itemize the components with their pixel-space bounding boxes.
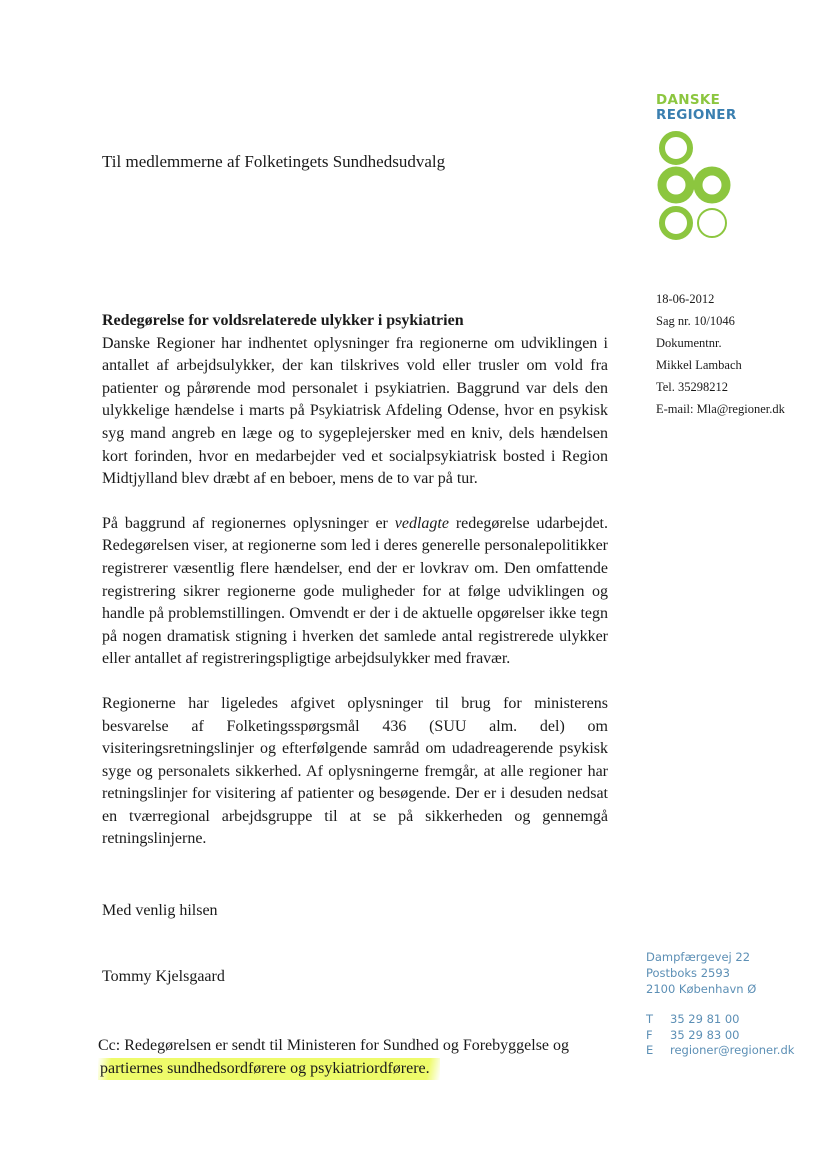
paragraph-3: Regionerne har ligeledes afgivet oplysninger til brug for ministerens besvarelse af Folketingsspørgsmål 436 (SUU alm. del) om visiteringsretningslinjer og efterfølgende samråd om udadreagerende psykisk syge og personalets sikkerhed. Af oplysningerne fremgår, at alle regioner har retningslinjer for visitering af patienter og besøgende. Der er i desuden nedsat en tværregional arbejdsgruppe til at se på sikkerheden og gennemgå retningslinjerne. — [102, 694, 608, 848]
sender-contact — [646, 1012, 794, 1059]
address-city: 2100 København Ø — [646, 982, 757, 996]
danske-regioner-logo-circles — [652, 130, 736, 242]
logo-line-1: DANSKE — [656, 92, 721, 108]
meta-document-number: Dokumentnr. — [656, 336, 722, 350]
paragraph-2-end: redegørelse udarbejdet. Redegørelsen viser, at regionerne som led i deres generelle personalepolitikker registrerer væsentlig flere hændelser, end der er lovkrav om. Den omfattende registrering sikrer regionerne gode muligheder for at følge udviklingen og handle på problemstillingen. Omvendt er der i de aktuelle opgørelser ikke tegn på nogen dramatisk stigning i hverken det samlede antal registrerede ulykker eller antallet af registreringspligtige arbejdsulykker med fravær. — [102, 514, 608, 668]
logo-circle-bottom-left — [662, 209, 690, 237]
address-street: Dampfærgevej 22 — [646, 950, 751, 964]
logo-circle-top — [662, 134, 690, 162]
meta-email: E-mail: Mla@regioner.dk — [656, 402, 785, 416]
letter-heading: Redegørelse for voldsrelaterede ulykker i psykiatrien — [102, 312, 464, 329]
paragraph-2-emphasis: vedlagte — [394, 514, 449, 532]
cc-line-2-highlighted: partiernes sundhedsordførere og psykiatriordførere. — [98, 1058, 440, 1080]
meta-case-number: Sag nr. 10/1046 — [656, 314, 735, 328]
logo-circle-bottom-right — [698, 209, 726, 237]
paragraph-2-start: På baggrund af regionernes oplysninger er — [102, 514, 395, 532]
cc-line-1: Cc: Redegørelsen er sendt til Ministeren for Sundhed og Forebyggelse og — [98, 1037, 570, 1054]
paragraph-2 — [102, 513, 608, 671]
signer-name: Tommy Kjelsgaard — [102, 968, 225, 985]
danske-regioner-logo-text — [656, 93, 737, 123]
document-meta — [656, 288, 785, 420]
recipient-line: Til medlemmerne af Folketingets Sundhedsudvalg — [102, 152, 446, 171]
sender-address — [646, 949, 756, 997]
logo-line-2: REGIONER — [656, 107, 737, 123]
contact-phone: 35 29 81 00 — [670, 1012, 740, 1026]
meta-author: Mikkel Lambach — [656, 358, 742, 372]
paragraph-1: Danske Regioner har indhentet oplysninger fra regionerne om udviklingen i antallet af arbejdsulykker, der kan tilskrives vold eller trusler om vold fra patienter og pårørende mod personalet i psykiatrien. Baggrund var dels den ulykkelige hændelse i marts på Psykiatrisk Afdeling Odense, hvor en psykisk syg mand angreb en læge og to sygeplejersker med en kniv, dels hændelsen kort forinden, hvor en medarbejder ved et socialpsykiatrisk bosted i Region Midtjylland blev dræbt af en beboer, mens de to var på tur. — [102, 334, 608, 488]
meta-date: 18-06-2012 — [656, 292, 715, 306]
contact-fax: 35 29 83 00 — [670, 1027, 740, 1042]
contact-email-label: E — [646, 1043, 654, 1057]
contact-email: regioner@regioner.dk — [670, 1043, 795, 1057]
closing-greeting: Med venlig hilsen — [102, 902, 218, 919]
address-pobox: Postboks 2593 — [646, 966, 730, 980]
contact-phone-label: T — [646, 1012, 654, 1026]
meta-phone: Tel. 35298212 — [656, 380, 729, 394]
logo-circle-mid-right — [698, 171, 726, 199]
logo-circle-mid-left — [662, 171, 690, 199]
contact-fax-label: F — [646, 1027, 653, 1042]
letter-body — [102, 310, 608, 851]
cc-note — [98, 1034, 618, 1080]
